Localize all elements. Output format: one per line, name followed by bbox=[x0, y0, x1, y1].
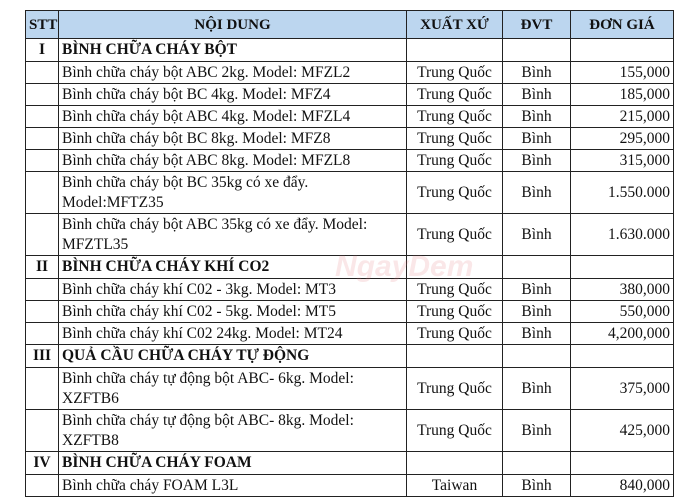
unit-cell: Bình bbox=[503, 301, 571, 323]
product-name: Bình chữa cháy khí C02 24kg. Model: MT24 bbox=[59, 323, 407, 345]
table-row bbox=[26, 410, 674, 452]
section-title: BÌNH CHỮA CHÁY BỘT bbox=[59, 39, 407, 62]
table-row bbox=[26, 106, 674, 128]
origin-cell: Trung Quốc bbox=[407, 150, 503, 172]
price-cell: 425,000 bbox=[571, 410, 674, 452]
empty-cell bbox=[503, 345, 571, 368]
origin-cell: Trung Quốc bbox=[407, 323, 503, 345]
product-name: Bình chữa cháy bột ABC 8kg. Model: MFZL8 bbox=[59, 150, 407, 172]
origin-cell: Trung Quốc bbox=[407, 62, 503, 84]
unit-cell: Bình bbox=[503, 410, 571, 452]
product-name: Bình chữa cháy bột BC 4kg. Model: MFZ4 bbox=[59, 84, 407, 106]
table-row bbox=[26, 323, 674, 345]
origin-cell: Trung Quốc bbox=[407, 368, 503, 410]
header-content: NỘI DUNG bbox=[59, 11, 407, 39]
section-title: BÌNH CHỮA CHÁY KHÍ CO2 bbox=[59, 256, 407, 279]
unit-cell: Bình bbox=[503, 150, 571, 172]
product-name: Bình chữa cháy bột BC 8kg. Model: MFZ8 bbox=[59, 128, 407, 150]
empty-cell bbox=[571, 256, 674, 279]
stt-cell bbox=[26, 323, 59, 345]
price-cell: 4,200,000 bbox=[571, 323, 674, 345]
product-name: Bình chữa cháy tự động bột ABC- 6kg. Model: XZFTB6 bbox=[59, 368, 407, 410]
stt-cell: IV bbox=[26, 452, 59, 475]
product-name: Bình chữa cháy bột BC 35kg có xe đẩy. Model:MFTZ35 bbox=[59, 172, 407, 214]
product-name: Bình chữa cháy bột ABC 2kg. Model: MFZL2 bbox=[59, 62, 407, 84]
section-title: QUẢ CẦU CHỮA CHÁY TỰ ĐỘNG bbox=[59, 345, 407, 368]
product-name: Bình chữa cháy FOAM L3L bbox=[59, 475, 407, 497]
product-name: Bình chữa cháy khí C02 - 5kg. Model: MT5 bbox=[59, 301, 407, 323]
origin-cell: Trung Quốc bbox=[407, 410, 503, 452]
table-row bbox=[26, 301, 674, 323]
unit-cell: Bình bbox=[503, 323, 571, 345]
header-stt: STT bbox=[26, 11, 59, 39]
stt-cell bbox=[26, 106, 59, 128]
product-name: Bình chữa cháy bột ABC 4kg. Model: MFZL4 bbox=[59, 106, 407, 128]
stt-cell bbox=[26, 172, 59, 214]
empty-cell bbox=[503, 452, 571, 475]
header-unit: ĐVT bbox=[503, 11, 571, 39]
empty-cell bbox=[407, 345, 503, 368]
empty-cell bbox=[571, 452, 674, 475]
section-row bbox=[26, 452, 674, 475]
stt-cell bbox=[26, 62, 59, 84]
unit-cell: Bình bbox=[503, 62, 571, 84]
empty-cell bbox=[407, 452, 503, 475]
table-row bbox=[26, 475, 674, 497]
stt-cell bbox=[26, 84, 59, 106]
price-cell: 380,000 bbox=[571, 279, 674, 301]
price-cell: 375,000 bbox=[571, 368, 674, 410]
product-name: Bình chữa cháy bột ABC 35kg có xe đẩy. Model: MFZTL35 bbox=[59, 214, 407, 256]
origin-cell: Taiwan bbox=[407, 475, 503, 497]
unit-cell: Bình bbox=[503, 106, 571, 128]
table-row bbox=[26, 128, 674, 150]
price-cell: 1.550.000 bbox=[571, 172, 674, 214]
stt-cell bbox=[26, 128, 59, 150]
stt-cell: I bbox=[26, 39, 59, 62]
section-title: BÌNH CHỮA CHÁY FOAM bbox=[59, 452, 407, 475]
stt-cell bbox=[26, 475, 59, 497]
price-cell: 550,000 bbox=[571, 301, 674, 323]
header-origin: XUẤT XỨ bbox=[407, 11, 503, 39]
section-row bbox=[26, 39, 674, 62]
table-row bbox=[26, 172, 674, 214]
header-row bbox=[26, 11, 674, 39]
price-cell: 185,000 bbox=[571, 84, 674, 106]
stt-cell bbox=[26, 301, 59, 323]
unit-cell: Bình bbox=[503, 475, 571, 497]
price-cell: 315,000 bbox=[571, 150, 674, 172]
origin-cell: Trung Quốc bbox=[407, 279, 503, 301]
unit-cell: Bình bbox=[503, 214, 571, 256]
empty-cell bbox=[503, 256, 571, 279]
watermark: NgayDem bbox=[335, 250, 474, 283]
stt-cell bbox=[26, 214, 59, 256]
table-row bbox=[26, 368, 674, 410]
table-row bbox=[26, 150, 674, 172]
origin-cell: Trung Quốc bbox=[407, 172, 503, 214]
stt-cell bbox=[26, 368, 59, 410]
stt-cell bbox=[26, 410, 59, 452]
origin-cell: Trung Quốc bbox=[407, 214, 503, 256]
stt-cell: III bbox=[26, 345, 59, 368]
section-row bbox=[26, 345, 674, 368]
table-row bbox=[26, 62, 674, 84]
stt-cell bbox=[26, 279, 59, 301]
empty-cell bbox=[571, 39, 674, 62]
unit-cell: Bình bbox=[503, 84, 571, 106]
price-cell: 1.630.000 bbox=[571, 214, 674, 256]
origin-cell: Trung Quốc bbox=[407, 301, 503, 323]
unit-cell: Bình bbox=[503, 368, 571, 410]
empty-cell bbox=[571, 345, 674, 368]
header-price: ĐƠN GIÁ bbox=[571, 11, 674, 39]
stt-cell bbox=[26, 150, 59, 172]
origin-cell: Trung Quốc bbox=[407, 128, 503, 150]
unit-cell: Bình bbox=[503, 279, 571, 301]
price-cell: 215,000 bbox=[571, 106, 674, 128]
empty-cell bbox=[503, 39, 571, 62]
table-row bbox=[26, 84, 674, 106]
origin-cell: Trung Quốc bbox=[407, 106, 503, 128]
unit-cell: Bình bbox=[503, 172, 571, 214]
origin-cell: Trung Quốc bbox=[407, 84, 503, 106]
price-cell: 155,000 bbox=[571, 62, 674, 84]
product-name: Bình chữa cháy khí C02 - 3kg. Model: MT3 bbox=[59, 279, 407, 301]
empty-cell bbox=[407, 39, 503, 62]
price-cell: 840,000 bbox=[571, 475, 674, 497]
price-cell: 295,000 bbox=[571, 128, 674, 150]
product-name: Bình chữa cháy tự động bột ABC- 8kg. Model: XZFTB8 bbox=[59, 410, 407, 452]
unit-cell: Bình bbox=[503, 128, 571, 150]
stt-cell: II bbox=[26, 256, 59, 279]
